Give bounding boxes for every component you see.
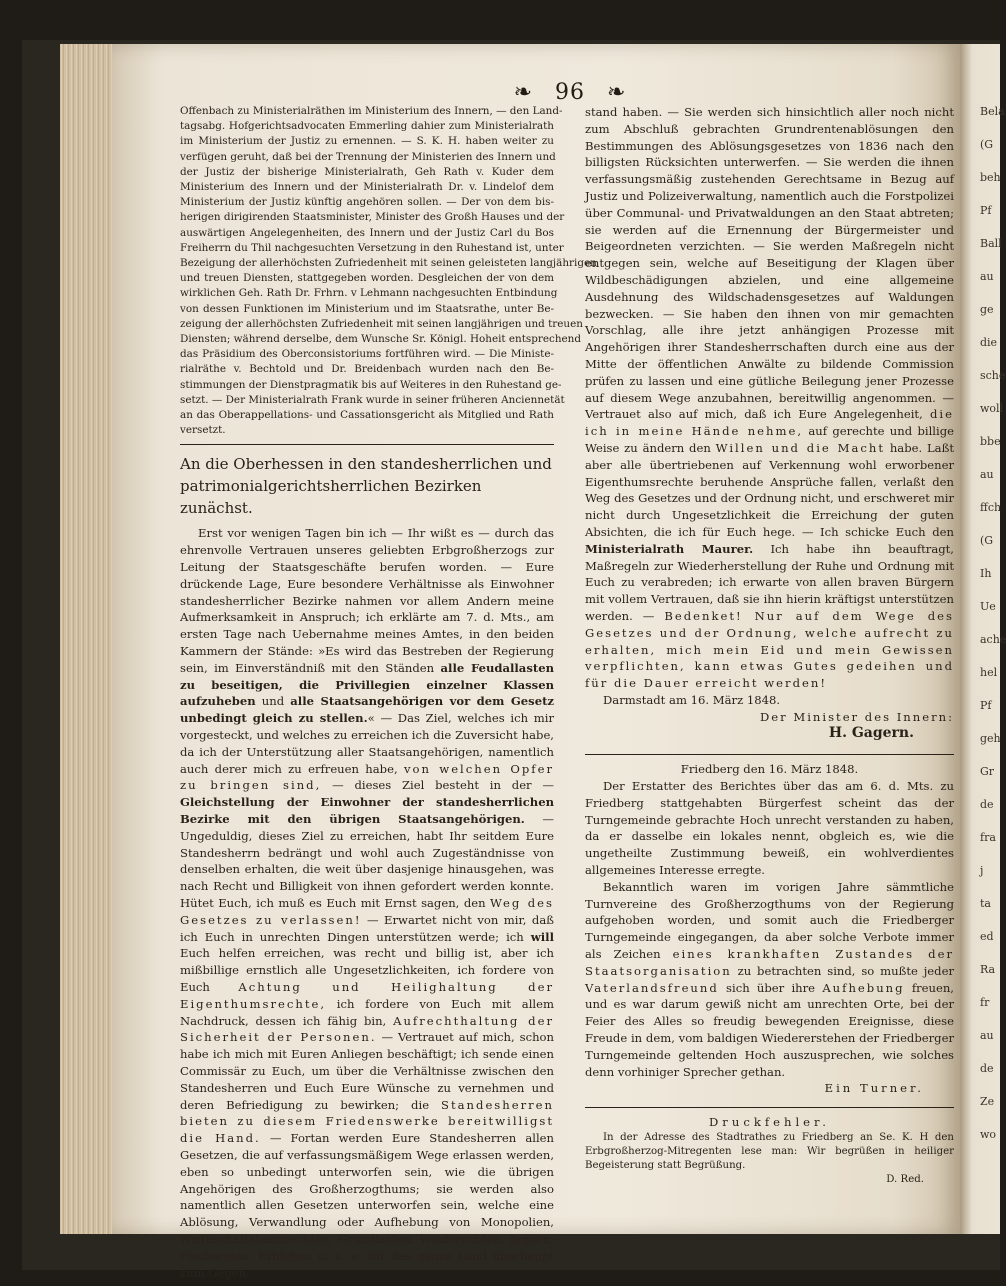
strip-fragment: Ih — [980, 567, 992, 580]
spaced-run: von welchen Opfer zu bringen sind, — [180, 761, 554, 793]
divider — [180, 444, 554, 445]
druckfehler-title: Druckfehler. — [709, 1115, 830, 1130]
spaced-run: die ich in meine Hände nehme, — [585, 407, 954, 439]
divider — [585, 754, 954, 755]
strip-fragment: Pf — [980, 699, 992, 712]
minister-title: Der Minister des Innern: — [759, 709, 954, 724]
strip-fragment: geh — [980, 732, 1001, 745]
strip-fragment: Ball — [980, 237, 1002, 250]
text-run: Erst vor wenigen Tagen bin ich — Ihr wißt es — durch das ehrenvolle Vertrauen unseres geliebten Erbgroßherzogs zur Leitung der Staatsgeschäfte berufen worden. — Eure drückende Lage, Eure besondere Verhältnisse als Einwohner standesherrlicher Bezirke nahmen vor allem Andern meine Aufmerksamkeit in Anspruch; ich erklärte am 7. d. Mts., am ersten Tage nach Uebernahme meines Amtes, in den beiden Kammern der Stände: »Es wird das Bestreben der Regierung sein, im Einverständniß mit den Ständen — [180, 526, 554, 675]
emphasis-run: Gleichstellung der Einwohner der standesherrlichen Bezirke mit den übrigen Staatsangehörigen. — [180, 795, 554, 827]
news-line: stimmungen der Dienstpragmatik bis auf Weiteres in den Ruhestand ge- — [180, 378, 562, 391]
ornament-right: ❧ — [607, 80, 627, 105]
news-line: versetzt. — [180, 424, 226, 437]
strip-fragment: de — [980, 1062, 994, 1075]
strip-fragment: fr — [980, 996, 990, 1009]
news-line: zeigung der allerhöchsten Zufriedenheit mit seinen langjährigen und treuen — [180, 317, 583, 330]
strip-fragment: au — [980, 468, 994, 481]
strip-fragment: ge — [980, 303, 994, 316]
druckfehler-text: In der Adresse des Stadtrathes zu Friedberg an Se. K. H den Erbgroßherzog-Mitregenten lese man: Wir begrüßen in heiliger Begeisterung statt Begrüßung. — [585, 1132, 954, 1172]
strip-fragment: woll — [980, 402, 1004, 415]
page-number: 96 — [555, 80, 585, 105]
news-line: setzt. — Der Ministerialrath Frank wurde in seiner früheren Anciennetät — [180, 393, 565, 406]
strip-fragment: Ze — [980, 1095, 995, 1108]
spaced-run: Bedenket! Nur auf dem Wege des Gesetzes und der Ordnung, welche aufrecht zu erhalten, mich mein Eid und mein Gewissen verpflichten, kann etwas Gutes gedeihen und für die Dauer erreicht werden! — [585, 608, 954, 691]
turner-paragraph-2 — [585, 879, 954, 1081]
news-line: auswärtigen Angelegenheiten, des Innern und der Justiz Carl du Bos — [180, 226, 554, 239]
text-run: auf gerechte und billige Weise zu ändern den — [585, 424, 954, 455]
strip-fragment: fra — [980, 831, 996, 844]
strip-fragment: ache — [980, 633, 1006, 646]
strip-fragment: (G — [980, 138, 994, 151]
news-line: von dessen Funktionen im Ministerium und im Staatsrathe, unter Be- — [180, 302, 554, 315]
strip-fragment: Ue — [980, 600, 996, 613]
ministerial-news — [180, 104, 597, 438]
news-line: Ministerium der Justiz künftig angehören sollen. — Der von dem bis- — [180, 196, 554, 209]
proclamation-continuation — [585, 104, 954, 692]
news-line: Bezeigung der allerhöchsten Zufriedenheit mit seinen geleisteten langjährigen — [180, 257, 597, 270]
text-run: zu betrachten sind, so mußte jeder — [731, 963, 954, 978]
strip-fragment: die — [980, 336, 998, 349]
text-run: Ich habe ihn beauftragt, Maßregeln zur Wiederherstellung der Ruhe und Ordnung mit Euch zu verabreden; ich erwarte von allen braven Bürgern mit vollem Vertrauen, daß sie ihn hierin kräftigst unterstützen werden. — — [585, 541, 954, 623]
news-line: der Justiz der bisherige Ministerialrath, Geh Rath v. Kuder dem — [180, 165, 554, 178]
news-line: Offenbach zu Ministerialräthen im Ministerium des Innern, — den Land- — [180, 105, 563, 117]
strip-fragment: ed — [980, 930, 994, 943]
dateline: Friedberg den 16. März 1848. — [680, 762, 859, 777]
druckfehler-sign: D. Red. — [886, 1174, 924, 1186]
ornament-left: ❧ — [513, 80, 533, 105]
strip-fragment: ffch — [980, 501, 1002, 514]
spaced-run: Weg des Gesetzes zu verlassen! — [180, 896, 554, 927]
news-line: im Ministerium der Justiz zu ernennen. — S. K. H. haben weiter zu — [180, 135, 554, 148]
text-run: — dieses Ziel besteht in der — — [321, 778, 554, 793]
news-line: verfügen geruht, daß bei der Trennung der Ministerien des Innern und — [180, 150, 556, 163]
emphasis-run: alle Feudallasten zu beseitigen, die Privillegien einzelner Klassen aufzuheben — [180, 660, 555, 709]
page-stack-edge — [60, 44, 118, 1234]
spaced-run: Aufrechthaltung der Sicherheit der Personen. — [180, 1013, 555, 1045]
news-line: rialräthe v. Bechtold und Dr. Breidenbach wurden nach den Be- — [180, 363, 554, 376]
text-run: — Vertrauet auf mich, schon habe ich mich mit Euren Anliegen beschäftigt; ich sende einen Commissär zu Euch, um über die Verhältnisse zwischen den Standesherren und Euch Eure Wünsche zu vernehmen und deren Befriedigung zu bewirken; die — [180, 1030, 554, 1112]
strip-fragment: Ra — [980, 963, 996, 976]
text-run: Bekanntlich waren im vorigen Jahre sämmtliche Turnvereine des Großherzogthums von der Regierung aufgehoben worden, und somit auch die Friedberger Turngemeinde eingegangen, da aber solche Verbote immer als Zeichen — [585, 879, 954, 962]
text-run: — Ungeduldig, dieses Ziel zu erreichen, habt Ihr seitdem Eure Standesherrn bedrängt und wohl auch Zugeständnisse von denselben erhalten, die weit über dasjenige hinausgehen, was nach Recht und Billigkeit von ihnen gefordert werden konnte. Hütet Euch, ich muß es Euch mit Ernst sagen, den — [180, 812, 554, 910]
text-run: — Fortan werden Eure Standesherren allen Gesetzen, die auf verfassungsmäßigem Wege erlassen werden, eben so unbedingt unterworfen sein, wie die übrigen Angehörigen des Großherzogthums; sie werden also namentlich allen Gesetzen unterworfen sein, welche eine Ablösung, Verwandlung oder Aufhebung von Monopolien, Wirthschaftsbannrechten, Grundlasten, Weiderechten, Jagden, Fischereien, Erblehen u. s. w. für das ganze Land überhaupt zum Gegen- — [180, 1131, 554, 1280]
strip-fragment: j — [980, 864, 984, 877]
next-page-strip — [960, 44, 1006, 1234]
spaced-run: Standesherren bieten zu diesem Friedenswerke bereitwilligst die Hand. — [180, 1097, 554, 1146]
spaced-run: eines krankhaften Zustandes der Staatsorganisation — [585, 947, 954, 978]
spaced-run: Vaterlandsfreund — [585, 980, 719, 995]
strip-fragment: wo — [980, 1128, 997, 1141]
news-line: und treuen Diensten, stattgegeben worden. Desgleichen der von dem — [180, 272, 554, 285]
strip-fragment: Gr — [980, 765, 995, 778]
text-run: stand haben. — Sie werden sich hinsichtlich aller noch nicht zum Abschluß gebrachten Grundrentenablösungen den Bestimmungen des Ablösungsgesetzes von 1836 nach den billigsten Rücksichten unterwerfen. — Sie werden die ihnen verfassungsmäßig zustehenden Gerechtsame in Bezug auf Justiz und Polizeiverwaltung, namentlich auch die Forstpolizei über Communal- und Privatwaldungen an den Staat abtreten; sie werden auf die Ernennung der Bürgermeister und Beigeordneten verzichten. — Sie werden Maßregeln nicht entgegen sein, welche auf Beseitigung der Klagen über Wildbeschädigungen abzielen, und eine allgemeine Ausdehnung des Wildschadensgesetzes auf Waldungen bezwecken. — Sie haben den ihnen von mir gemachten Vorschlag, alle ihre jetzt anhängigen Prozesse mit Angehörigen ihrer Standesherrschaften durch eine aus der Mitte der öffentlichen Anwälte zu bildende Commission prüfen zu lassen und eine gütliche Beilegung jener Prozesse auf diesem Wege anzubahnen, bereitwillig angenommen. — Vertrauet also auf mich, daß ich Eure Angelegenheit, — [585, 105, 954, 422]
strip-fragment: Bela — [980, 105, 1005, 118]
strip-fragment: au — [980, 1029, 994, 1042]
strip-fragment: bbe — [980, 435, 1001, 448]
divider — [585, 1107, 954, 1108]
page-header — [440, 80, 700, 105]
spaced-run: Achtung und Heilighaltung der Eigenthumsrechte, — [180, 979, 555, 1011]
minister-signature: H. Gagern. — [828, 725, 914, 742]
strip-fragment: hel — [980, 666, 998, 679]
text-run: Euch helfen erreichen, was recht und billig ist, aber ich mißbillige ernstlich alle Ungesetzlichkeiten, ich fordere von Euch — [180, 946, 554, 994]
strip-fragment: sche — [980, 369, 1006, 382]
strip-fragment: beh — [980, 171, 1001, 184]
strip-fragment: (G — [980, 534, 994, 547]
news-line: das Präsidium des Oberconsistoriums fortführen wird. — Die Ministe- — [180, 348, 554, 361]
proclamation-body — [180, 525, 554, 1281]
emphasis-run: alle Staatsangehörigen vor dem Gesetz unbedingt gleich zu stellen. — [180, 694, 555, 726]
right-column — [585, 104, 954, 1187]
proclamation-heading: An die Oberhessen in den standesherrlichen und patrimonialgerichtsherrlichen Bezirken zunächst. — [180, 455, 552, 518]
strip-fragment: au — [980, 270, 994, 283]
text-run: — Erwartet nicht von mir, daß ich Euch in unrechten Dingen unterstützen werde; ich — [180, 912, 555, 944]
spaced-run: Aufhebung — [822, 980, 905, 995]
text-run: freuen, und es war darum gewiß nicht am unrechten Orte, bei der Feier des Alles so freudig bewegenden Ereignisse, diese Freude in dem, vom baldigen Wiedererstehen der Friedberger Turngemeinde geltenden Hoch auszusprechen, wie solches denn vorhiniger Sprecher gethan. — [585, 980, 954, 1079]
turner-paragraph-1: Der Erstatter des Berichtes über das am 6. d. Mts. zu Friedberg stattgehabten Bürgerfest scheint das der Turngemeinde gebrachte Hoch unrecht verstanden zu haben, da er dasselbe ein lokales nennt, obgleich es, wie die ungetheilte Zustimmung beweiß, ein wohlverdientes allgemeines Interesse erregte. — [585, 779, 954, 878]
news-line: Ministerium des Innern und der Ministerialrath Dr. v. Lindelof dem — [180, 181, 554, 194]
spaced-run: Willen und die Macht — [715, 440, 885, 455]
news-line: Freiherrn du Thil nachgesuchten Versetzung in den Ruhestand ist, unter — [180, 241, 564, 254]
turner-signature: Ein Turner. — [824, 1081, 924, 1096]
news-line: an das Oberappellations- und Cassationsgericht als Mitglied und Rath — [180, 409, 554, 422]
text-run: sich über ihre — [718, 980, 823, 995]
emphasis-run: Ministerialrath Maurer. — [585, 541, 754, 556]
news-line: wirklichen Geh. Rath Dr. Frhrn. v Lehmann nachgesuchten Entbindung — [180, 287, 558, 300]
strip-fragment: ta — [980, 897, 991, 910]
text-run: und — [255, 694, 291, 709]
strip-fragment: de — [980, 798, 994, 811]
news-line: Diensten; während derselbe, dem Wunsche Sr. Königl. Hoheit entsprechend — [180, 333, 582, 346]
news-line: herigen dirigirenden Staatsminister, Minister des Großh Hauses und der — [180, 211, 565, 224]
emphasis-run: will — [530, 929, 554, 944]
text-run: « — Das Ziel, welches ich mir vorgesteckt, und welches zu erreichen ich die Zuversicht habe, da ich der Unterstützung aller Staatsangehörigen, namentlich auch derer mich zu erfreuen habe, — [180, 711, 554, 776]
left-column — [180, 104, 597, 1281]
place-date: Darmstadt am 16. März 1848. — [603, 692, 781, 707]
text-run: habe. Laßt aber alle übertriebenen auf Verkennung wohl erworbener Eigenthumsrechte beruhende Ansprüche fallen, verlaßt den Weg des Gesetzes und der Ordnung nicht, und erschweret mir nicht durch Ungesetzlichkeit die Erreichung der guten Absichten, die ich für Euch hege. — Ich schicke Euch den — [585, 440, 954, 539]
strip-fragment: Pf — [980, 204, 992, 217]
news-line: tagsabg. Hofgerichtsadvocaten Emmerling dahier zum Ministerialrath — [180, 120, 554, 133]
text-run: ich fordere von Euch mit allem Nachdruck, dessen ich fähig bin, — [180, 996, 554, 1028]
